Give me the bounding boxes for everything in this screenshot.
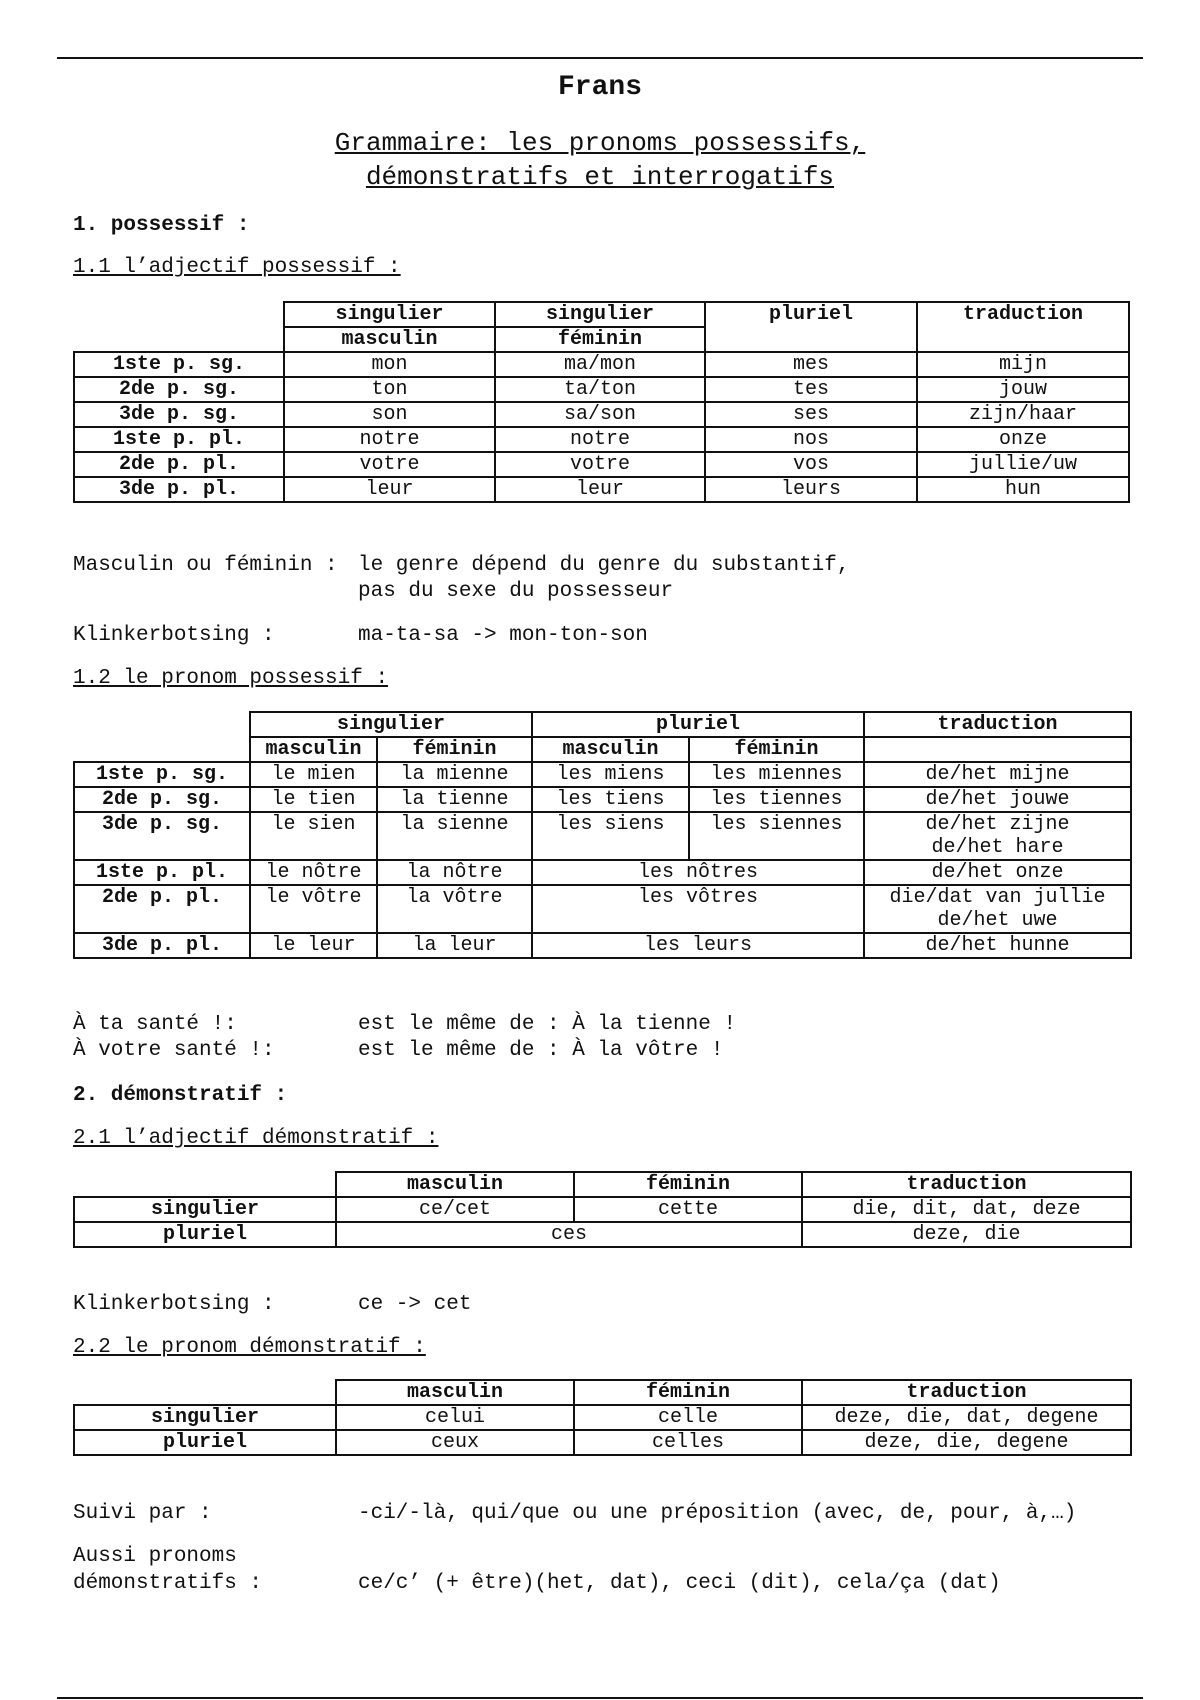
row-label: pluriel: [74, 1222, 336, 1247]
table-cell: le leur: [250, 933, 377, 958]
header-cell: singulier: [284, 302, 495, 327]
row-label: 3de p. sg.: [74, 402, 284, 427]
suivi-value: -ci/-là, qui/que ou une préposition (avec, de, pour, à,…): [358, 1502, 1077, 1525]
row-label: 2de p. sg.: [74, 787, 250, 812]
table-row: [74, 1430, 1131, 1455]
corner-cell: [74, 1172, 336, 1197]
klinker-note-value: ma-ta-sa -> mon-ton-son: [358, 624, 648, 647]
cell-line: de/het zijne: [925, 813, 1070, 836]
header-cell: féminin: [574, 1380, 802, 1405]
table-row: [74, 1197, 1131, 1222]
row-label: 3de p. sg.: [74, 812, 250, 860]
section2-heading: 2. démonstratif :: [73, 1084, 288, 1107]
section1-heading: 1. possessif :: [73, 214, 250, 237]
table-cell: le tien: [250, 787, 377, 812]
table-cell: ceux: [336, 1430, 574, 1455]
subheader-cell: féminin: [377, 737, 532, 762]
table-cell: de/het onze: [864, 860, 1131, 885]
header-cell: singulier: [495, 302, 705, 327]
top-rule: [57, 57, 1143, 59]
header-cell: traduction: [802, 1172, 1131, 1197]
cell-line: de/het uwe: [937, 909, 1058, 932]
header-cell: pluriel: [532, 712, 864, 737]
table-row: [74, 885, 1131, 933]
table-row: [74, 812, 1131, 860]
table-row: [74, 933, 1131, 958]
table-row: [74, 452, 1129, 477]
table-cell: [864, 812, 1131, 860]
table-cell: les miennes: [689, 762, 864, 787]
gender-note-label: Masculin ou féminin :: [73, 554, 338, 577]
table-cell: hun: [917, 477, 1129, 502]
section1-sub1: 1.1 l’adjectif possessif :: [73, 256, 401, 279]
table-cell: deze, die: [802, 1222, 1131, 1247]
section1-sub2: 1.2 le pronom possessif :: [73, 667, 389, 690]
table-cell: die, dit, dat, deze: [802, 1197, 1131, 1222]
row-label: singulier: [74, 1197, 336, 1222]
table-cell: mes: [705, 352, 917, 377]
gender-note-line2: pas du sexe du possesseur: [358, 580, 674, 603]
row-label: 3de p. pl.: [74, 933, 250, 958]
table-row: [74, 377, 1129, 402]
header-cell: traduction: [802, 1380, 1131, 1405]
table-cell: notre: [284, 427, 495, 452]
corner-cell: [74, 327, 284, 352]
table-cell: de/het hunne: [864, 933, 1131, 958]
cell-line: die/dat van jullie: [889, 886, 1106, 909]
table-row: [74, 352, 1129, 377]
table-cell: le sien: [250, 812, 377, 860]
subtitle-text-1: Grammaire: les pronoms possessifs,: [334, 128, 866, 158]
section2-sub1: 2.1 l’adjectif démonstratif :: [73, 1127, 439, 1150]
table-cell: vos: [705, 452, 917, 477]
table-cell: de/het jouwe: [864, 787, 1131, 812]
subheader-cell: masculin: [532, 737, 689, 762]
row-label: 1ste p. pl.: [74, 427, 284, 452]
table-cell: les vôtres: [532, 885, 864, 933]
header-cell: masculin: [336, 1380, 574, 1405]
table-cell: la nôtre: [377, 860, 532, 885]
table-cell: deze, die, dat, degene: [802, 1405, 1131, 1430]
suivi-label: Suivi par :: [73, 1502, 212, 1525]
bottom-rule: [57, 1697, 1143, 1699]
table-cell: ces: [336, 1222, 802, 1247]
table-cell: la tienne: [377, 787, 532, 812]
table-cell: la leur: [377, 933, 532, 958]
row-label: 3de p. pl.: [74, 477, 284, 502]
table-row: [74, 427, 1129, 452]
table-cell: jouw: [917, 377, 1129, 402]
gender-note-line1: le genre dépend du genre du substantif,: [358, 554, 850, 577]
subheader-cell: féminin: [495, 327, 705, 352]
row-label: 1ste p. pl.: [74, 860, 250, 885]
table-cell: ma/mon: [495, 352, 705, 377]
demonstrative-adjective-table: [73, 1171, 1132, 1248]
table-cell: le vôtre: [250, 885, 377, 933]
possessive-pronoun-table: [73, 711, 1132, 959]
table-cell: les miens: [532, 762, 689, 787]
aussi-label-1: Aussi pronoms: [73, 1545, 237, 1568]
table-row: [74, 1222, 1131, 1247]
header-cell: masculin: [336, 1172, 574, 1197]
row-label: 1ste p. sg.: [74, 352, 284, 377]
table-cell: la sienne: [377, 812, 532, 860]
row-label: 2de p. pl.: [74, 885, 250, 933]
table-cell: ce/cet: [336, 1197, 574, 1222]
table-cell: mijn: [917, 352, 1129, 377]
table-row: [74, 402, 1129, 427]
table-cell: zijn/haar: [917, 402, 1129, 427]
row-label: 1ste p. sg.: [74, 762, 250, 787]
table-cell: leur: [495, 477, 705, 502]
sante1-label: À ta santé !:: [73, 1013, 237, 1036]
header-cell: singulier: [250, 712, 532, 737]
header-cell: traduction: [864, 712, 1131, 737]
table-cell: notre: [495, 427, 705, 452]
table-row: [74, 762, 1131, 787]
table-cell: le mien: [250, 762, 377, 787]
table-row: [74, 477, 1129, 502]
table-cell: son: [284, 402, 495, 427]
table-cell: nos: [705, 427, 917, 452]
header-cell: pluriel: [705, 302, 917, 352]
table-row: [74, 860, 1131, 885]
table-cell: celui: [336, 1405, 574, 1430]
subheader-cell: masculin: [284, 327, 495, 352]
page-title: Frans: [557, 72, 642, 103]
cell-line: de/het hare: [931, 836, 1064, 859]
sante1-value: est le même de : À la tienne !: [358, 1013, 737, 1036]
klinker-note-label: Klinkerbotsing :: [73, 624, 275, 647]
corner-cell: [74, 302, 284, 327]
table-cell: ta/ton: [495, 377, 705, 402]
demonstrative-pronoun-table: [73, 1379, 1132, 1456]
sante2-value: est le même de : À la vôtre !: [358, 1039, 724, 1062]
table-cell: la mienne: [377, 762, 532, 787]
sante2-label: À votre santé !:: [73, 1039, 275, 1062]
table-cell: de/het mijne: [864, 762, 1131, 787]
table-cell: leurs: [705, 477, 917, 502]
header-cell: traduction: [917, 302, 1129, 352]
table-cell: la vôtre: [377, 885, 532, 933]
subheader-cell: féminin: [689, 737, 864, 762]
table-cell: ton: [284, 377, 495, 402]
table-cell: tes: [705, 377, 917, 402]
table-cell: [864, 885, 1131, 933]
aussi-value: ce/c’ (+ être)(het, dat), ceci (dit), cela/ça (dat): [358, 1572, 1001, 1595]
table-cell: votre: [284, 452, 495, 477]
table-cell: les leurs: [532, 933, 864, 958]
klinker2-value: ce -> cet: [358, 1293, 472, 1316]
row-label: pluriel: [74, 1430, 336, 1455]
table-cell: onze: [917, 427, 1129, 452]
table-row: [74, 787, 1131, 812]
table-cell: le nôtre: [250, 860, 377, 885]
subtitle-line-1: [0, 126, 1200, 160]
subheader-cell: masculin: [250, 737, 377, 762]
table-cell: votre: [495, 452, 705, 477]
corner-cell: [74, 737, 250, 762]
table-cell: leur: [284, 477, 495, 502]
table-row: [74, 1405, 1131, 1430]
subtitle-line-2: [0, 160, 1200, 194]
table-cell: les tiennes: [689, 787, 864, 812]
possessive-adjective-table: [73, 301, 1130, 503]
corner-cell: [74, 1380, 336, 1405]
table-cell: les nôtres: [532, 860, 864, 885]
table-cell: mon: [284, 352, 495, 377]
table-cell: les siennes: [689, 812, 864, 860]
table-cell: celle: [574, 1405, 802, 1430]
section2-sub2: 2.2 le pronom démonstratif :: [73, 1336, 426, 1359]
table-cell: les tiens: [532, 787, 689, 812]
header-cell: féminin: [574, 1172, 802, 1197]
row-label: 2de p. sg.: [74, 377, 284, 402]
table-cell: les siens: [532, 812, 689, 860]
table-cell: deze, die, degene: [802, 1430, 1131, 1455]
table-cell: sa/son: [495, 402, 705, 427]
row-label: singulier: [74, 1405, 336, 1430]
row-label: 2de p. pl.: [74, 452, 284, 477]
klinker2-label: Klinkerbotsing :: [73, 1293, 275, 1316]
empty-cell: [864, 737, 1131, 762]
table-cell: cette: [574, 1197, 802, 1222]
table-cell: jullie/uw: [917, 452, 1129, 477]
aussi-label-2: démonstratifs :: [73, 1572, 263, 1595]
table-cell: celles: [574, 1430, 802, 1455]
table-cell: ses: [705, 402, 917, 427]
corner-cell: [74, 712, 250, 737]
subtitle-text-2: démonstratifs et interrogatifs: [365, 162, 835, 192]
